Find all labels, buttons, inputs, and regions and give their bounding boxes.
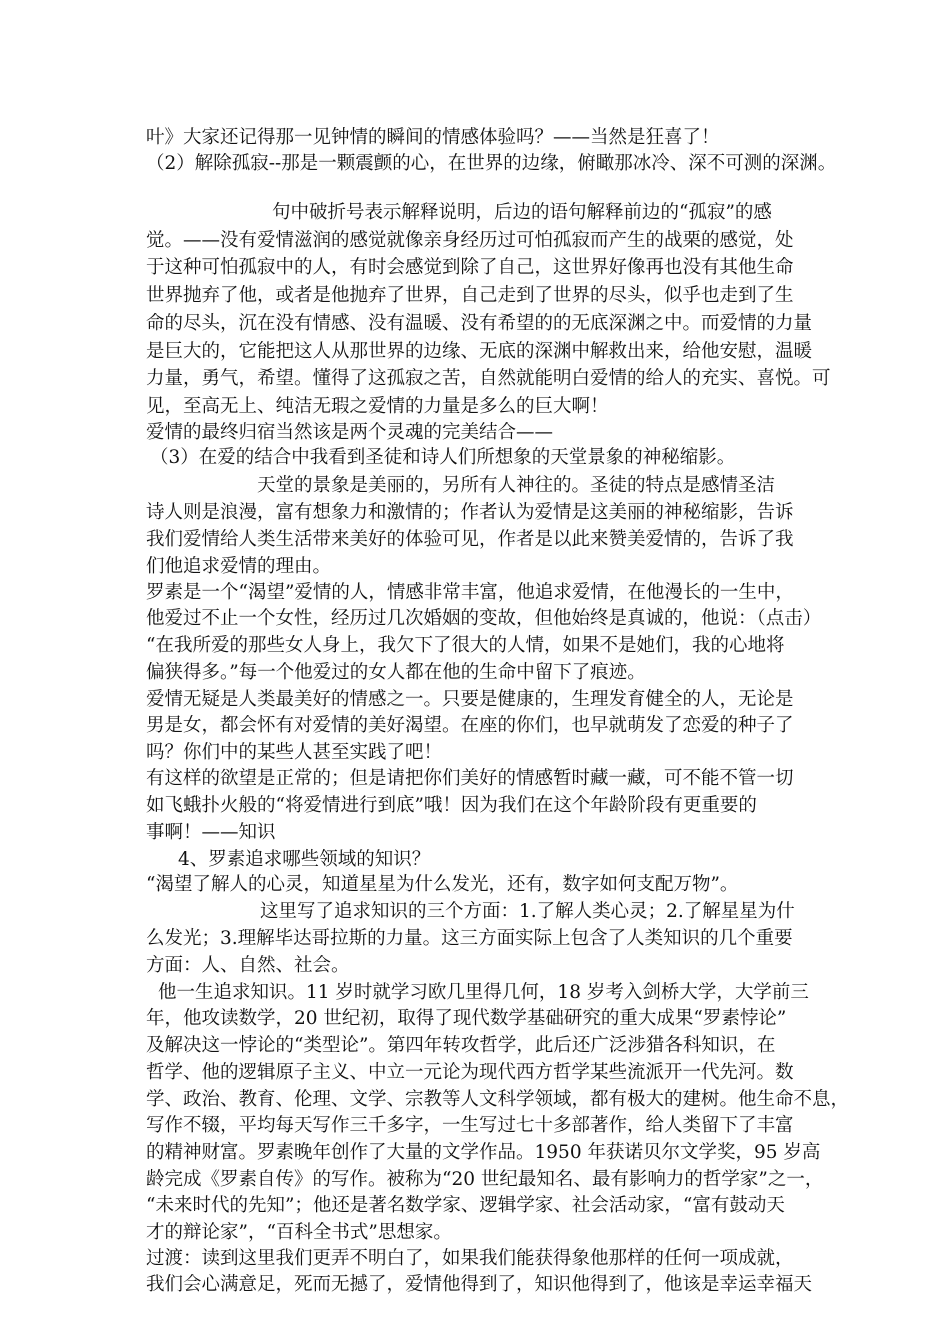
text-line: 么发光；3.理解毕达哥拉斯的力量。这三方面实际上包含了人类知识的几个重要 [146, 928, 793, 949]
text-line: “渴望了解人的心灵，知道星星为什么发光，还有，数字如何支配万物”。 [146, 874, 739, 895]
text-line: 写作不辍，平均每天写作三千多字，一生写过七十多部著作，给人类留下了丰富 [146, 1115, 794, 1136]
text-line: 这里写了追求知识的三个方面：1.了解人类心灵；2.了解星星为什 [260, 901, 795, 922]
text-line: 学、政治、教育、伦理、文学、宗教等人文科学领域，都有极大的建树。他生命不息， [146, 1089, 850, 1110]
text-line: 罗素是一个“渴望”爱情的人，情感非常丰富，他追求爱情，在他漫长的一生中， [146, 582, 794, 603]
text-line: 过渡：读到这里我们更弄不明白了，如果我们能获得象他那样的任何一项成就， [146, 1248, 794, 1269]
text-line: 见，至高无上、纯洁无瑕之爱情的力量是多么的巨大啊！ [146, 396, 609, 417]
text-line: 有这样的欲望是正常的；但是请把你们美好的情感暂时藏一藏，可不能不管一切 [146, 768, 794, 789]
text-line: 的精神财富。罗素晚年创作了大量的文学作品。1950 年获诺贝尔文学奖，95 岁高 [146, 1142, 821, 1163]
text-line: 如飞蛾扑火般的“将爱情进行到底”哦！因为我们在这个年龄阶段有更重要的 [146, 795, 757, 816]
text-line: 哲学、他的逻辑原子主义、中立一元论为现代西方哲学某些流派开一代先河。数 [146, 1062, 794, 1083]
text-line: 才的辩论家”，“百科全书式”思想家。 [146, 1222, 452, 1243]
text-line: 龄完成《罗素自传》的写作。被称为“20 世纪最知名、最有影响力的哲学家”之一， [146, 1169, 824, 1190]
text-line: 天堂的景象是美丽的，另所有人神往的。圣徒的特点是感情圣洁 [257, 475, 776, 496]
text-line: 命的尽头，沉在没有情感、没有温暖、没有希望的的无底深渊之中。而爱情的力量 [146, 313, 813, 334]
text-line: 句中破折号表示解释说明，后边的语句解释前边的“孤寂”的感 [272, 202, 772, 223]
text-line: 爱情无疑是人类最美好的情感之一。只要是健康的，生理发育健全的人，无论是 [146, 689, 794, 710]
text-line: 年，他攻读数学，20 世纪初，取得了现代数学基础研究的重大成果“罗素悖论” [146, 1008, 787, 1029]
text-line: 我们爱情给人类生活带来美好的体验可见，作者是以此来赞美爱情的，告诉了我 [146, 529, 794, 550]
text-line: 我们会心满意足，死而无撼了，爱情他得到了，知识他得到了，他该是幸运幸福天 [146, 1274, 813, 1295]
text-line: 爱情的最终归宿当然该是两个灵魂的完美结合—— [146, 422, 554, 443]
text-line: 他一生追求知识。11 岁时就学习欧几里得几何，18 岁考入剑桥大学，大学前三 [158, 982, 809, 1003]
text-line: 偏狭得多。”每一个他爱过的女人都在他的生命中留下了痕迹。 [146, 662, 646, 683]
text-line: 吗？你们中的某些人甚至实践了吧！ [146, 742, 443, 763]
text-line: 方面：人、自然、社会。 [146, 955, 350, 976]
text-line: 事啊！——知识 [146, 822, 276, 843]
text-line: 叶》大家还记得那一见钟情的瞬间的情感体验吗？——当然是狂喜了！ [146, 127, 720, 148]
text-line: 诗人则是浪漫，富有想象力和激情的；作者认为爱情是这美丽的神秘缩影，告诉 [146, 502, 794, 523]
text-line: “在我所爱的那些女人身上，我欠下了很大的人情，如果不是她们，我的心地将 [146, 635, 785, 656]
text-line: 力量，勇气，希望。懂得了这孤寂之苦，自然就能明白爱情的给人的充实、喜悦。可 [146, 368, 831, 389]
text-line: 觉。——没有爱情滋润的感觉就像亲身经历过可怕孤寂而产生的战栗的感觉，处 [146, 230, 794, 251]
text-line: （2）解除孤寂--那是一颗震颤的心，在世界的边缘，俯瞰那冰冷、深不可测的深渊。 [146, 153, 837, 174]
text-line: 4、罗素追求哪些领域的知识？ [178, 849, 431, 870]
text-line: 男是女，都会怀有对爱情的美好渴望。在座的你们，也早就萌发了恋爱的种子了 [146, 715, 794, 736]
text-line: 们他追求爱情的理由。 [146, 556, 332, 577]
text-line: 世界抛弃了他，或者是他抛弃了世界，自己走到了世界的尽头，似乎也走到了生 [146, 285, 794, 306]
text-line: 他爱过不止一个女性，经历过几次婚姻的变故，但他始终是真诚的，他说：（点击） [146, 608, 822, 629]
text-line: 于这种可怕孤寂中的人，有时会感觉到除了自己，这世界好像再也没有其他生命 [146, 257, 794, 278]
text-line: “未来时代的先知”；他还是著名数学家、逻辑学家、社会活动家，“富有鼓动天 [146, 1195, 785, 1216]
text-line: （3）在爱的结合中我看到圣徒和诗人们所想象的天堂景象的神秘缩影。 [150, 447, 736, 468]
text-line: 是巨大的，它能把这人从那世界的边缘、无底的深渊中解救出来，给他安慰，温暖 [146, 341, 813, 362]
text-line: 及解决这一悖论的“类型论”。第四年转攻哲学，此后还广泛涉猎各科知识，在 [146, 1035, 776, 1056]
